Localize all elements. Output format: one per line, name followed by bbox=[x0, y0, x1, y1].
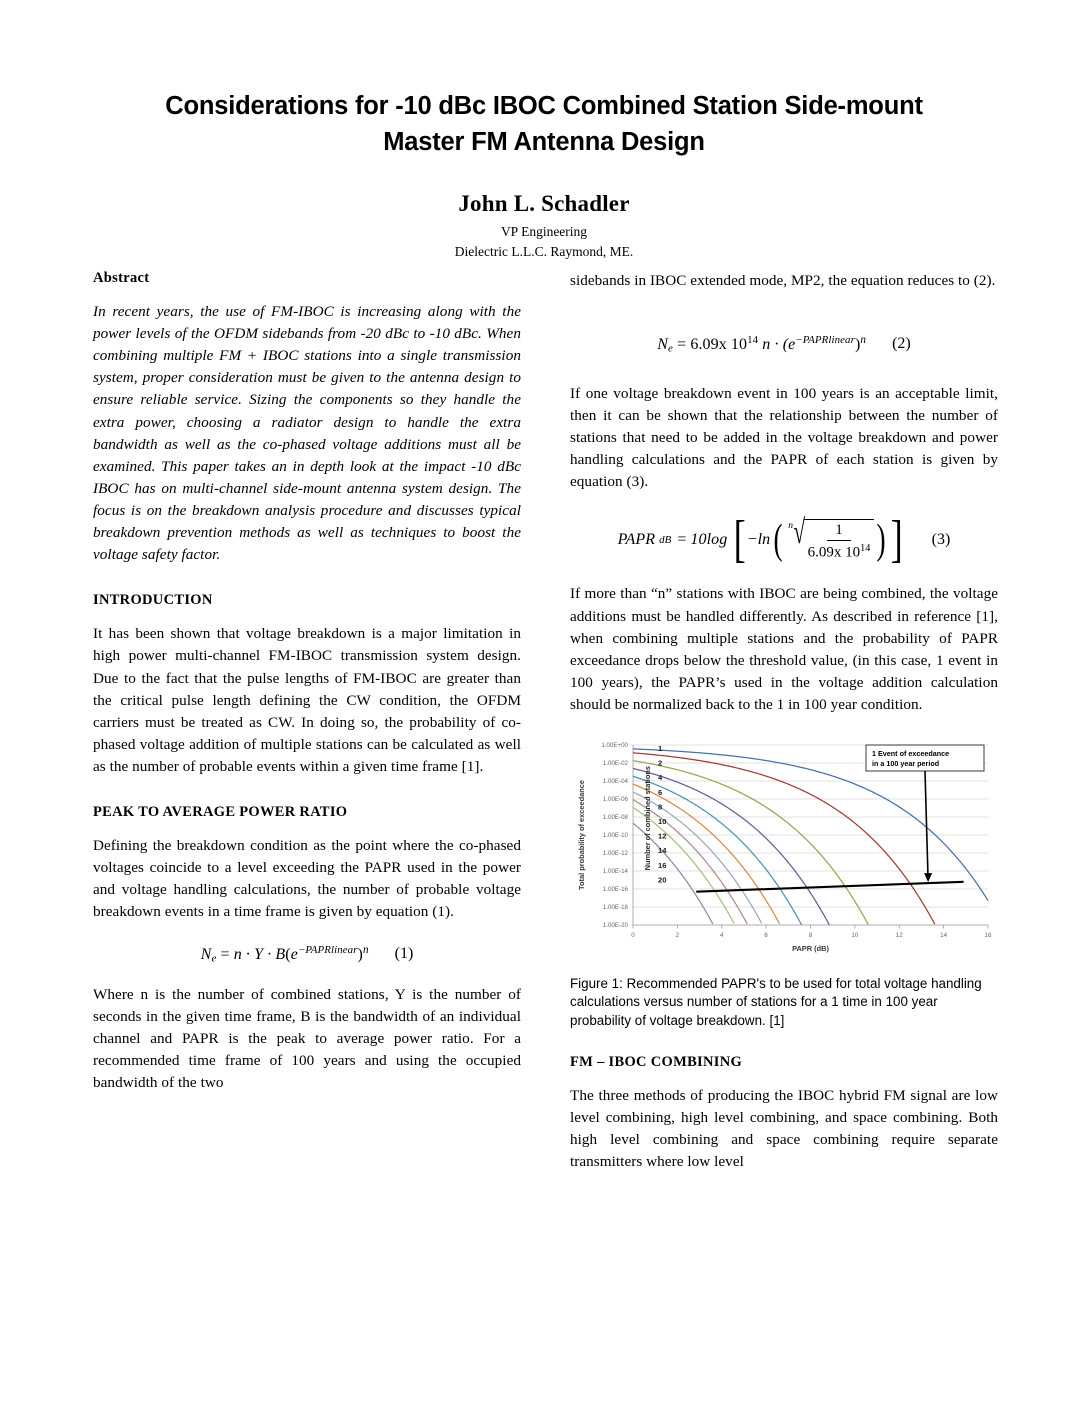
y-tick-label: 1.00E-16 bbox=[602, 886, 628, 894]
legend-item-6: 6 bbox=[658, 787, 663, 797]
annotation-line1: 1 Event of exceedance bbox=[872, 749, 950, 759]
y-tick-label: 1.00E-14 bbox=[602, 868, 628, 876]
eq1-equals: = bbox=[216, 945, 234, 963]
eq3-equals: = bbox=[677, 531, 687, 549]
author-name: John L. Schadler bbox=[458, 191, 630, 217]
introduction-text: It has been shown that voltage breakdown is a major limitation in high power multi-channel FM-IBOC transmission system design. Due to the fact that the pulse lengths of FM-IBOC are greater than the critical pulse length defining the CW condition, the OFDM carriers must be treated as CW. In doing so, the probability of co-phased voltage addition of multiple stations can be calculated as well as the number of probable events within a given time frame [1]. bbox=[93, 625, 521, 775]
legend-item-10: 10 bbox=[658, 817, 667, 827]
x-tick-label: 6 bbox=[764, 932, 768, 940]
chart-container bbox=[570, 733, 998, 961]
legend-item-1: 1 bbox=[658, 744, 663, 754]
chart-series-line-4 bbox=[633, 758, 868, 925]
equation-2-number: (2) bbox=[892, 335, 911, 353]
abstract-heading: Abstract bbox=[93, 270, 150, 286]
y-tick-label: 1.00E-20 bbox=[602, 922, 628, 930]
x-tick-label: 12 bbox=[895, 932, 903, 940]
eq2-close-paren: ) bbox=[854, 335, 861, 353]
exceedance-probability-chart bbox=[570, 733, 998, 961]
title-block bbox=[0, 0, 1088, 261]
equation-2-body bbox=[657, 334, 866, 355]
y-tick-label: 1.00E-02 bbox=[602, 760, 628, 768]
x-tick-label: 16 bbox=[984, 932, 992, 940]
abstract-text: In recent years, the use of FM-IBOC is increasing along with the power levels of the OFDM sidebands from -20 dBc to -10 dBc. When combining multiple FM + IBOC stations into a single transmission system, proper consideration must be given to the antenna design to ensure reliable service. Sizing the components so they handle the extra power, choosing a radiator design to handle the extra bandwidth as well as the co-phased voltage additions must all be examined. This paper takes an in depth look at the impact -10 dBc IBOC has on multi-channel side-mount antenna system design. The focus is on the breakdown analysis procedure and discusses typical breakdown prevention methods as well as techniques to boost the voltage safety factor. bbox=[93, 303, 521, 564]
left-column bbox=[93, 270, 521, 1095]
eq1-lhs-sub: e bbox=[211, 952, 217, 965]
eq3-lhs-sub: dB bbox=[659, 534, 672, 547]
combining-text: The three methods of producing the IBOC hybrid FM signal are low level combining, high level combining, and space combining. Both high level combining and space combining require separate transmitters where low level bbox=[570, 1086, 998, 1171]
eq2-power: n bbox=[860, 334, 867, 347]
y-tick-label: 1.00E-10 bbox=[602, 832, 628, 840]
eq3-denominator-exponent: 14 bbox=[860, 543, 871, 555]
eq3-numerator: 1 bbox=[827, 521, 851, 541]
y-tick-label: 1.00E-04 bbox=[602, 778, 628, 786]
eq2-lhs-sub: e bbox=[668, 342, 673, 355]
eq1-exponent: −PAPRlinear bbox=[297, 943, 358, 956]
figure-1 bbox=[570, 733, 998, 1030]
eq1-lhs: N bbox=[200, 945, 212, 963]
papr-heading: PEAK TO AVERAGE POWER RATIO bbox=[93, 804, 348, 821]
right-continued-text: sidebands in IBOC extended mode, MP2, the equation reduces to (2). bbox=[570, 272, 996, 289]
eq1-rhs: n · Y · B bbox=[233, 945, 286, 963]
eq2-base: e bbox=[788, 335, 796, 353]
equation-1 bbox=[93, 944, 521, 965]
eq2-exponent: −PAPRlinear bbox=[795, 334, 855, 347]
legend-item-4: 4 bbox=[658, 773, 663, 783]
eq1-open-paren: ( bbox=[285, 945, 291, 963]
eq3-radical bbox=[785, 514, 874, 561]
right-column bbox=[570, 270, 998, 1173]
eq3-open-bracket: [ bbox=[733, 511, 747, 569]
x-tick-label: 8 bbox=[808, 932, 813, 940]
eq2-equals: = bbox=[672, 335, 691, 353]
x-axis-title: PAPR (dB) bbox=[792, 944, 829, 954]
x-tick-label: 0 bbox=[631, 932, 635, 940]
legend-item-12: 12 bbox=[658, 831, 667, 841]
equation-2 bbox=[570, 334, 998, 355]
author-role: VP Engineering bbox=[500, 224, 588, 240]
eq2-lhs: N bbox=[657, 335, 669, 353]
two-column-body bbox=[0, 270, 1088, 1400]
combining-heading: FM – IBOC COMBINING bbox=[570, 1053, 743, 1070]
annotation-arrow-head bbox=[924, 873, 932, 882]
y-axis-title: Total probability of exceedance bbox=[577, 780, 586, 891]
eq1-power: n bbox=[362, 943, 369, 956]
y-tick-label: 1.00E-12 bbox=[602, 850, 628, 858]
equation-3-number: (3) bbox=[931, 531, 951, 549]
page-title bbox=[154, 88, 934, 160]
equation-3 bbox=[570, 511, 998, 569]
equation-1-number: (1) bbox=[394, 944, 414, 962]
legend-item-20: 20 bbox=[658, 875, 667, 885]
y-tick-label: 1.00E+00 bbox=[601, 742, 628, 750]
eq2-coefficient: 6.09x 10 bbox=[690, 335, 748, 353]
eq1-base: e bbox=[290, 945, 298, 963]
x-tick-label: 14 bbox=[940, 932, 948, 940]
eq3-coefficient: 10log bbox=[690, 531, 728, 549]
eq3-lhs: PAPR bbox=[617, 531, 656, 549]
eq3-open-paren: ( bbox=[773, 516, 783, 563]
legend-item-2: 2 bbox=[658, 758, 663, 768]
chart-series-line-10 bbox=[633, 784, 779, 924]
eq3-fraction bbox=[804, 519, 875, 561]
after-eq3-text: If more than “n” stations with IBOC are being combined, the voltage additions must be handled differently. As described in reference [1], when combining multiple stations and the probability of PAPR exceedance drops below the threshold value, (in this case, 1 event in 100 years), the PAPR’s used in the voltage addition calculation should be normalized back to the 1 in 100 year condition. bbox=[570, 585, 998, 714]
eq2-coefficient-exponent: 14 bbox=[747, 334, 759, 347]
author-affiliation bbox=[0, 222, 1088, 260]
eq3-radical-sign: √ bbox=[793, 514, 806, 552]
x-tick-label: 2 bbox=[675, 932, 680, 940]
after-eq2-text: If one voltage breakdown event in 100 years is an acceptable limit, then it can be shown that the relationship between the number of stations that need to be added in the voltage breakdown and power handling calculations and the PAPR of each station is given by equation (3). bbox=[570, 384, 998, 491]
page-title-line1: Considerations for -10 dBc IBOC Combined Station Side-mount bbox=[165, 92, 923, 120]
introduction-heading: INTRODUCTION bbox=[93, 592, 213, 609]
legend-title: Number of combined stations bbox=[643, 766, 652, 871]
eq3-close-paren: ) bbox=[876, 516, 886, 563]
legend-item-16: 16 bbox=[658, 860, 667, 870]
author-org: Dielectric L.L.C. Raymond, ME. bbox=[454, 243, 634, 259]
legend-item-8: 8 bbox=[658, 802, 663, 812]
papr-text: Defining the breakdown condition as the point where the co-phased voltages coincide to a level exceeding the PAPR used in the power and voltage handling calculations, the number of probable voltage breakdown events in a time frame is given by equation (1). bbox=[93, 837, 521, 921]
y-tick-label: 1.00E-18 bbox=[602, 904, 628, 912]
chart-series-line-2 bbox=[633, 753, 935, 924]
page-title-line2: Master FM Antenna Design bbox=[383, 128, 705, 157]
eq3-root-index: n bbox=[788, 521, 793, 532]
eq2-mid: n · ( bbox=[758, 335, 789, 353]
eq3-denominator: 6.09x $10^{14}$ bbox=[807, 543, 871, 561]
threshold-line bbox=[696, 882, 963, 892]
papr-after-text: Where n is the number of combined stations, Y is the number of seconds in the given time frame, B is the bandwidth of an individual channel and PAPR is the peak to average power ratio. For a recommended time frame of 100 years and using the occupied bandwidth of the two bbox=[93, 986, 521, 1092]
eq1-close-paren: ) bbox=[357, 945, 363, 963]
eq3-neg-ln: −ln bbox=[746, 531, 771, 549]
eq3-close-bracket: ] bbox=[890, 511, 904, 569]
annotation-line2: in a 100 year period bbox=[872, 759, 940, 769]
y-tick-label: 1.00E-06 bbox=[602, 796, 628, 804]
figure-caption: Figure 1: Recommended PAPR's to be used for total voltage handling calculations versus number of stations for a 1 time in 100 year probability of voltage breakdown. [1] bbox=[570, 976, 982, 1028]
equation-1-body bbox=[201, 944, 369, 965]
x-tick-label: 4 bbox=[720, 932, 724, 940]
y-tick-label: 1.00E-08 bbox=[602, 814, 628, 822]
x-tick-label: 10 bbox=[851, 932, 859, 940]
legend-item-14: 14 bbox=[658, 846, 667, 856]
